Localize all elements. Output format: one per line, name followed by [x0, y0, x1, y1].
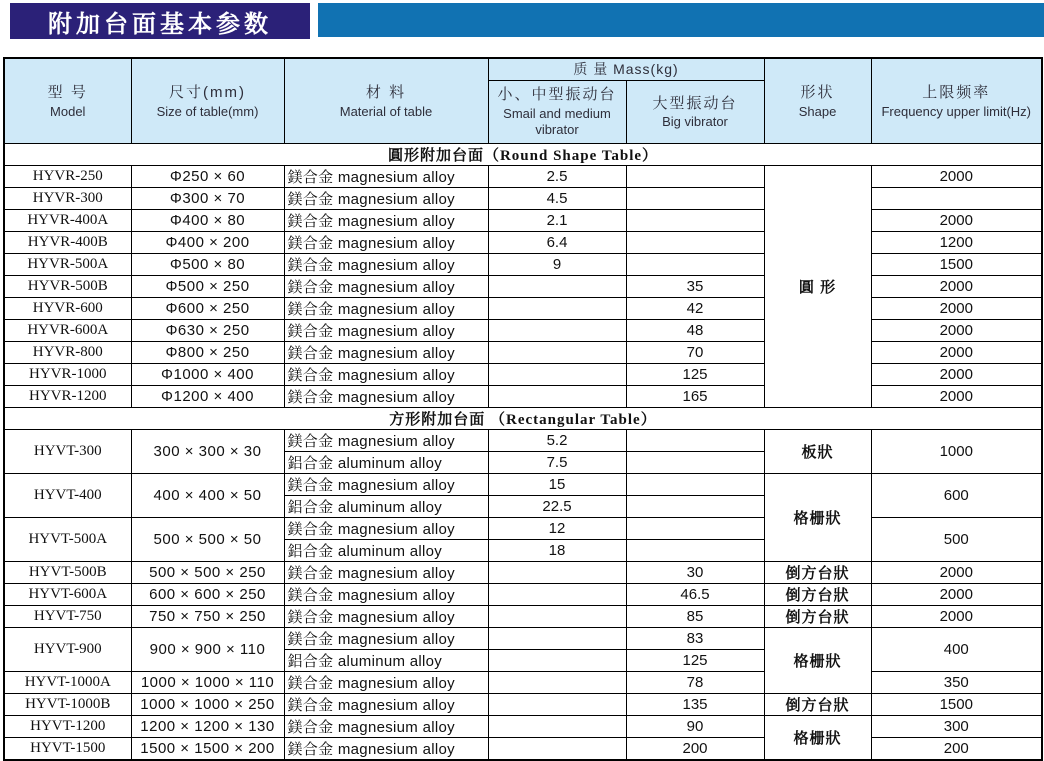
cell-size: Φ400 × 200 — [131, 231, 284, 253]
cell-ms: 2.1 — [488, 209, 626, 231]
section-header: 方形附加台面 （Rectangular Table） — [4, 407, 1042, 429]
cell-size: Φ500 × 80 — [131, 253, 284, 275]
col-header-material-cjk: 材 料 — [365, 83, 407, 101]
cell-mat: 鎂合金 magnesium alloy — [284, 275, 488, 297]
cell-ms: 6.4 — [488, 231, 626, 253]
cell-mb: 70 — [626, 341, 764, 363]
section-row — [4, 143, 1042, 165]
col-header-material-en: Material of table — [339, 103, 433, 119]
cell-model: HYVT-1000A — [4, 671, 131, 693]
cell-mat: 鎂合金 magnesium alloy — [284, 627, 488, 649]
cell-shape: 倒方台狀 — [764, 561, 871, 583]
cell-size: 400 × 400 × 50 — [131, 473, 284, 517]
spec-table — [3, 57, 1043, 761]
table-row — [4, 297, 1042, 319]
cell-ms — [488, 605, 626, 627]
cell-ms — [488, 561, 626, 583]
cell-freq: 2000 — [871, 209, 1042, 231]
table-row — [4, 561, 1042, 583]
table-row — [4, 715, 1042, 737]
table-row — [4, 363, 1042, 385]
cell-model: HYVR-250 — [4, 165, 131, 187]
cell-model: HYVT-600A — [4, 583, 131, 605]
cell-freq: 600 — [871, 473, 1042, 517]
cell-mb — [626, 495, 764, 517]
cell-ms — [488, 297, 626, 319]
cell-shape: 板狀 — [764, 429, 871, 473]
cell-model: HYVR-600A — [4, 319, 131, 341]
cell-mb — [626, 165, 764, 187]
cell-ms — [488, 737, 626, 760]
cell-mb — [626, 253, 764, 275]
col-header-mass-label: 质 量 Mass(kg) — [573, 61, 679, 78]
cell-shape: 格栅狀 — [764, 473, 871, 561]
cell-model: HYVR-600 — [4, 297, 131, 319]
cell-size: Φ630 × 250 — [131, 319, 284, 341]
cell-mat: 鎂合金 magnesium alloy — [284, 187, 488, 209]
table-row — [4, 671, 1042, 693]
cell-freq: 2000 — [871, 605, 1042, 627]
cell-mb: 125 — [626, 649, 764, 671]
table-row — [4, 429, 1042, 451]
table-row — [4, 275, 1042, 297]
cell-mb: 30 — [626, 561, 764, 583]
cell-mat: 鎂合金 magnesium alloy — [284, 297, 488, 319]
cell-model: HYVT-300 — [4, 429, 131, 473]
cell-shape: 倒方台狀 — [764, 693, 871, 715]
cell-mat: 鎂合金 magnesium alloy — [284, 605, 488, 627]
cell-size: 1200 × 1200 × 130 — [131, 715, 284, 737]
table-row — [4, 693, 1042, 715]
cell-mat: 鎂合金 magnesium alloy — [284, 253, 488, 275]
cell-ms — [488, 385, 626, 407]
table-row — [4, 231, 1042, 253]
col-header-freq-en: Frequency upper limit(Hz) — [881, 103, 1032, 119]
cell-size: 600 × 600 × 250 — [131, 583, 284, 605]
cell-model: HYVT-400 — [4, 473, 131, 517]
cell-mat: 鎂合金 magnesium alloy — [284, 341, 488, 363]
cell-mat: 鋁合金 aluminum alloy — [284, 649, 488, 671]
cell-mb — [626, 451, 764, 473]
cell-mb: 200 — [626, 737, 764, 760]
cell-size: Φ300 × 70 — [131, 187, 284, 209]
cell-freq: 300 — [871, 715, 1042, 737]
table-row — [4, 187, 1042, 209]
cell-mat: 鎂合金 magnesium alloy — [284, 363, 488, 385]
cell-mat: 鎂合金 magnesium alloy — [284, 473, 488, 495]
cell-freq: 500 — [871, 517, 1042, 561]
cell-model: HYVR-400B — [4, 231, 131, 253]
cell-mb: 165 — [626, 385, 764, 407]
cell-size: Φ400 × 80 — [131, 209, 284, 231]
cell-ms: 15 — [488, 473, 626, 495]
cell-ms — [488, 583, 626, 605]
cell-shape: 圓 形 — [764, 165, 871, 407]
cell-size: 500 × 500 × 50 — [131, 517, 284, 561]
cell-mb: 46.5 — [626, 583, 764, 605]
cell-mb — [626, 539, 764, 561]
cell-mb — [626, 473, 764, 495]
cell-freq: 2000 — [871, 275, 1042, 297]
col-header-shape — [764, 58, 871, 143]
cell-mat: 鎂合金 magnesium alloy — [284, 319, 488, 341]
cell-mat: 鎂合金 magnesium alloy — [284, 583, 488, 605]
cell-ms — [488, 275, 626, 297]
cell-ms — [488, 319, 626, 341]
cell-mb — [626, 429, 764, 451]
cell-ms: 7.5 — [488, 451, 626, 473]
cell-freq: 1200 — [871, 231, 1042, 253]
section-row — [4, 407, 1042, 429]
cell-ms: 5.2 — [488, 429, 626, 451]
cell-ms: 4.5 — [488, 187, 626, 209]
cell-model: HYVT-1500 — [4, 737, 131, 760]
cell-mb: 78 — [626, 671, 764, 693]
col-header-mass-small-cjk: 小、中型振动台 — [497, 86, 617, 104]
col-header-mass-small-en: Smail and medium vibrator — [503, 106, 611, 138]
col-header-freq — [871, 58, 1042, 143]
cell-ms — [488, 341, 626, 363]
cell-ms — [488, 671, 626, 693]
cell-freq: 2000 — [871, 561, 1042, 583]
cell-model: HYVT-500B — [4, 561, 131, 583]
cell-mb: 125 — [626, 363, 764, 385]
cell-shape: 格栅狀 — [764, 627, 871, 693]
cell-ms — [488, 627, 626, 649]
cell-shape: 倒方台狀 — [764, 583, 871, 605]
cell-size: 500 × 500 × 250 — [131, 561, 284, 583]
section-header: 圓形附加台面（Round Shape Table） — [4, 143, 1042, 165]
cell-model: HYVR-300 — [4, 187, 131, 209]
col-header-mass-small — [488, 80, 626, 143]
cell-freq: 2000 — [871, 165, 1042, 187]
cell-mat: 鎂合金 magnesium alloy — [284, 209, 488, 231]
cell-mat: 鎂合金 magnesium alloy — [284, 561, 488, 583]
col-header-freq-cjk: 上限频率 — [922, 83, 991, 101]
cell-mb — [626, 517, 764, 539]
table-row — [4, 517, 1042, 539]
cell-size: Φ250 × 60 — [131, 165, 284, 187]
cell-mb: 85 — [626, 605, 764, 627]
table-row — [4, 473, 1042, 495]
col-header-shape-cjk: 形状 — [800, 83, 835, 101]
table-row — [4, 385, 1042, 407]
cell-freq: 2000 — [871, 583, 1042, 605]
cell-mb: 135 — [626, 693, 764, 715]
cell-freq — [871, 187, 1042, 209]
table-row — [4, 319, 1042, 341]
page-title-bar — [10, 3, 310, 39]
cell-ms: 9 — [488, 253, 626, 275]
table-row — [4, 165, 1042, 187]
cell-freq: 2000 — [871, 363, 1042, 385]
col-header-size — [131, 58, 284, 143]
cell-model: HYVR-800 — [4, 341, 131, 363]
cell-size: Φ1200 × 400 — [131, 385, 284, 407]
cell-size: 1000 × 1000 × 110 — [131, 671, 284, 693]
table-body — [4, 143, 1042, 760]
table-row — [4, 341, 1042, 363]
cell-mb — [626, 209, 764, 231]
cell-mat: 鎂合金 magnesium alloy — [284, 715, 488, 737]
table-row — [4, 737, 1042, 760]
cell-freq: 2000 — [871, 319, 1042, 341]
cell-ms — [488, 715, 626, 737]
col-header-mass — [488, 58, 764, 80]
col-header-shape-en: Shape — [798, 103, 837, 119]
cell-size: 1500 × 1500 × 200 — [131, 737, 284, 760]
cell-mat: 鎂合金 magnesium alloy — [284, 231, 488, 253]
col-header-model-en: Model — [50, 103, 86, 119]
cell-model: HYVT-900 — [4, 627, 131, 671]
cell-model: HYVT-750 — [4, 605, 131, 627]
cell-model: HYVR-500A — [4, 253, 131, 275]
cell-ms: 22.5 — [488, 495, 626, 517]
cell-mat: 鎂合金 magnesium alloy — [284, 517, 488, 539]
table-row — [4, 583, 1042, 605]
cell-size: Φ500 × 250 — [131, 275, 284, 297]
cell-size: 900 × 900 × 110 — [131, 627, 284, 671]
cell-size: 750 × 750 × 250 — [131, 605, 284, 627]
col-header-model-cjk: 型 号 — [47, 83, 88, 101]
col-header-mass-big-cjk: 大型振动台 — [652, 94, 738, 112]
cell-shape: 格栅狀 — [764, 715, 871, 760]
cell-freq: 1000 — [871, 429, 1042, 473]
cell-ms — [488, 693, 626, 715]
cell-model: HYVT-500A — [4, 517, 131, 561]
cell-model: HYVT-1000B — [4, 693, 131, 715]
col-header-model — [4, 58, 131, 143]
cell-model: HYVT-1200 — [4, 715, 131, 737]
accent-bar — [318, 3, 1044, 37]
col-header-mass-big-en: Big vibrator — [662, 114, 728, 130]
cell-ms: 2.5 — [488, 165, 626, 187]
cell-mb: 35 — [626, 275, 764, 297]
cell-mat: 鎂合金 magnesium alloy — [284, 165, 488, 187]
cell-size: Φ600 × 250 — [131, 297, 284, 319]
cell-mat: 鎂合金 magnesium alloy — [284, 385, 488, 407]
cell-model: HYVR-1000 — [4, 363, 131, 385]
cell-mat: 鋁合金 aluminum alloy — [284, 495, 488, 517]
table-row — [4, 209, 1042, 231]
cell-mb: 83 — [626, 627, 764, 649]
cell-ms: 12 — [488, 517, 626, 539]
cell-mat: 鋁合金 aluminum alloy — [284, 451, 488, 473]
cell-freq: 2000 — [871, 341, 1042, 363]
cell-ms — [488, 363, 626, 385]
cell-model: HYVR-500B — [4, 275, 131, 297]
cell-model: HYVR-400A — [4, 209, 131, 231]
cell-freq: 1500 — [871, 693, 1042, 715]
table-row — [4, 253, 1042, 275]
cell-mat: 鎂合金 magnesium alloy — [284, 429, 488, 451]
cell-size: Φ1000 × 400 — [131, 363, 284, 385]
cell-mb — [626, 231, 764, 253]
col-header-material — [284, 58, 488, 143]
cell-freq: 200 — [871, 737, 1042, 760]
col-header-size-cjk: 尺寸(mm) — [169, 83, 246, 101]
cell-mat: 鎂合金 magnesium alloy — [284, 693, 488, 715]
cell-model: HYVR-1200 — [4, 385, 131, 407]
table-row — [4, 605, 1042, 627]
cell-size: Φ800 × 250 — [131, 341, 284, 363]
cell-mat: 鎂合金 magnesium alloy — [284, 671, 488, 693]
page-title: 附加台面基本参数 — [48, 10, 272, 38]
cell-shape: 倒方台狀 — [764, 605, 871, 627]
col-header-size-en: Size of table(mm) — [156, 103, 259, 119]
table-header — [4, 58, 1042, 143]
cell-ms — [488, 649, 626, 671]
cell-freq: 1500 — [871, 253, 1042, 275]
cell-freq: 2000 — [871, 297, 1042, 319]
cell-mat: 鋁合金 aluminum alloy — [284, 539, 488, 561]
cell-ms: 18 — [488, 539, 626, 561]
cell-mb: 42 — [626, 297, 764, 319]
cell-freq: 350 — [871, 671, 1042, 693]
cell-size: 300 × 300 × 30 — [131, 429, 284, 473]
cell-mb: 90 — [626, 715, 764, 737]
table-row — [4, 627, 1042, 649]
cell-size: 1000 × 1000 × 250 — [131, 693, 284, 715]
cell-mb: 48 — [626, 319, 764, 341]
cell-freq: 400 — [871, 627, 1042, 671]
col-header-mass-big — [626, 80, 764, 143]
cell-freq: 2000 — [871, 385, 1042, 407]
cell-mat: 鎂合金 magnesium alloy — [284, 737, 488, 760]
cell-mb — [626, 187, 764, 209]
